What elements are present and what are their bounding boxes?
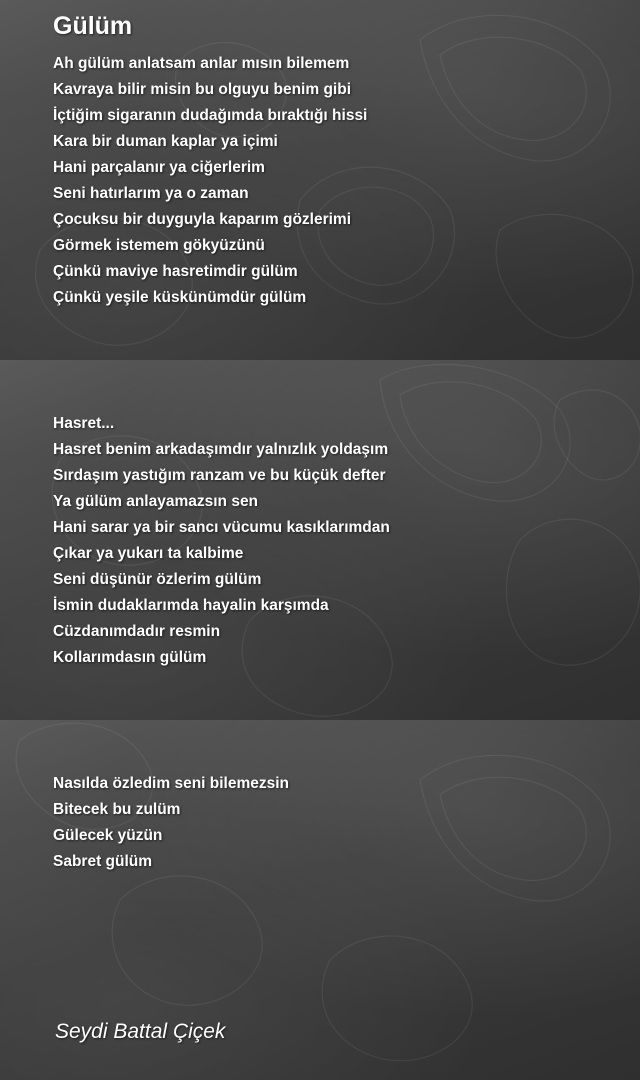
poem-line: Hasret benim arkadaşımdır yalnızlık yoldaşım [53,441,389,458]
poem-line: Kara bir duman kaplar ya içimi [53,133,278,150]
poem-line: Seni hatırlarım ya o zaman [53,185,249,202]
poem-title: Gülüm [53,12,133,40]
poem-line: Sabret gülüm [53,853,153,870]
poem-panel-2 [0,360,640,720]
stanza-3 [53,771,289,875]
poem-line: Hasret... [53,415,115,432]
poem-line: Kollarımdasın gülüm [53,649,207,666]
poem-line: Kavraya bilir misin bu olguyu benim gibi [53,81,351,98]
poem-author: Seydi Battal Çiçek [55,1020,226,1043]
poem-line: Sırdaşım yastığım ranzam ve bu küçük defter [53,467,386,484]
poem-line: İçtiğim sigaranın dudağımda bıraktığı hissi [53,107,368,124]
poem-panel-3 [0,720,640,1080]
poem-line: Ah gülüm anlatsam anlar mısın bilemem [53,55,350,72]
poem-panel-1 [0,0,640,360]
poem-line: Seni düşünür özlerim gülüm [53,571,262,588]
poem-line: Hani parçalanır ya ciğerlerim [53,159,265,176]
poem-line: Çünkü yeşile küskünümdür gülüm [53,289,307,306]
poem-line: Görmek istemem gökyüzünü [53,237,265,254]
stanza-1 [53,51,367,311]
stanza-2 [53,411,390,671]
poem-line: Bitecek bu zulüm [53,801,181,818]
poem-line: İsmin dudaklarımda hayalin karşımda [53,597,329,614]
poem-line: Hani sarar ya bir sancı vücumu kasıklarımdan [53,519,390,536]
poem-line: Çıkar ya yukarı ta kalbime [53,545,244,562]
poem-line: Ya gülüm anlayamazsın sen [53,493,259,510]
poem-line: Nasılda özledim seni bilemezsin [53,775,290,792]
poem-line: Gülecek yüzün [53,827,163,844]
poem-line: Çocuksu bir duyguyla kaparım gözlerimi [53,211,352,228]
poem-line: Çünkü maviye hasretimdir gülüm [53,263,298,280]
poem-line: Cüzdanımdadır resmin [53,623,221,640]
